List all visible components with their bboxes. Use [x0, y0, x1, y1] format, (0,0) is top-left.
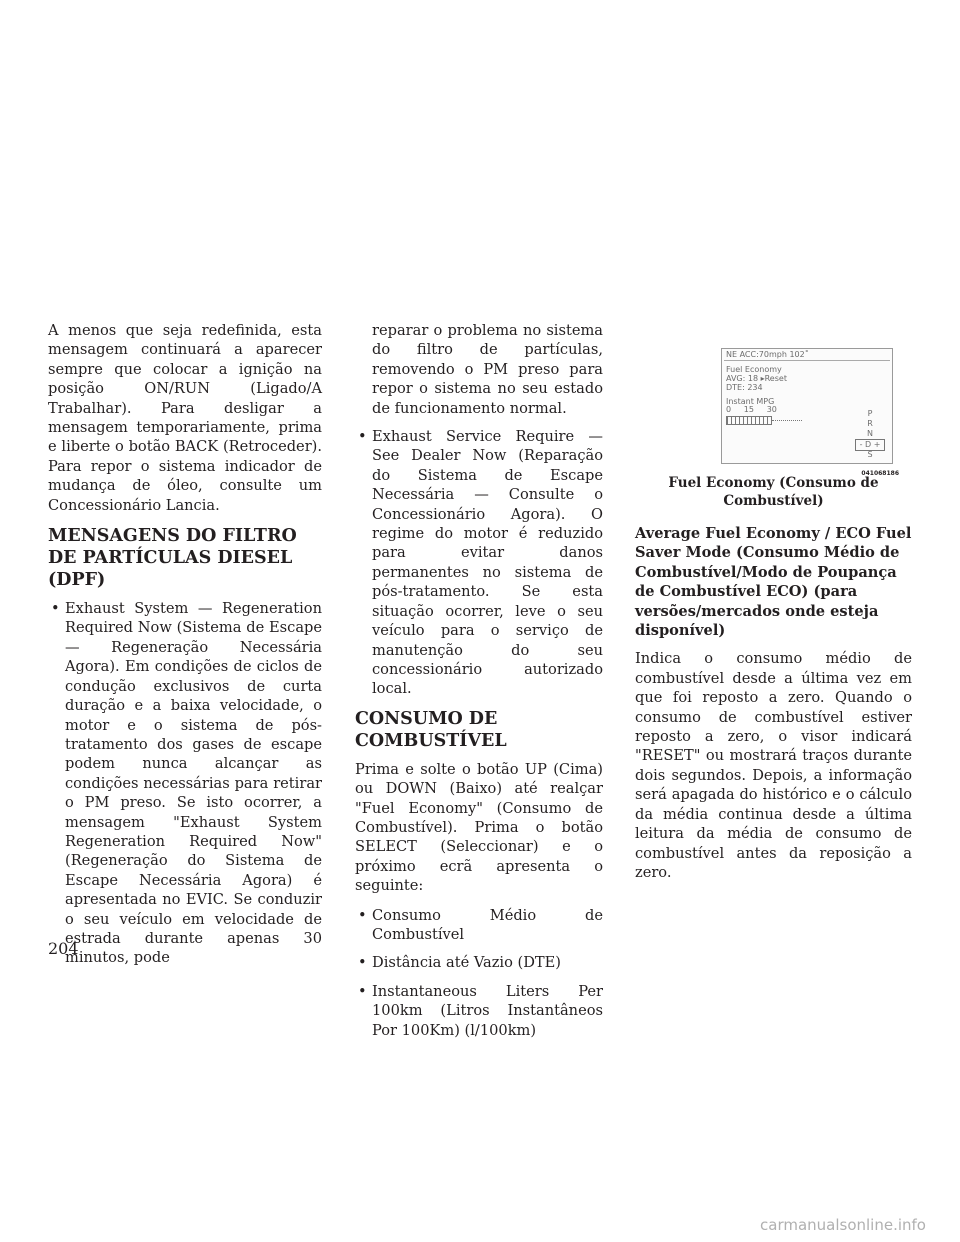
mpg-ticks [772, 415, 802, 421]
column-middle [355, 321, 603, 1049]
intro-paragraph: A menos que seja redefinida, esta mensagem continuará a aparecer sempre que colocar a ignição na posição ON/RUN (Ligado/A Trabalhar). Para desligar a mensagem temporariamente, prima e liberte o botão BACK (Retroceder). Para repor o sistema indicador de mudança de óleo, consulte um Concessionário Lancia. [48, 322, 322, 514]
evic-display [721, 348, 893, 464]
gear-d: - D + [855, 439, 885, 451]
list-item: • Distância até Vazio (DTE) [355, 953, 603, 972]
figure-id: 041068186 [861, 470, 899, 477]
mpg-bar [726, 416, 772, 425]
watermark: carmanualsonline.info [760, 1216, 926, 1234]
gear-p: P [867, 409, 873, 418]
display-scale: 0 15 30 [726, 405, 777, 414]
display-avg: AVG: 18 ▸Reset [726, 374, 787, 383]
page-number: 204 [48, 939, 79, 958]
dpf-heading: MENSAGENS DO FILTRO DE PARTÍCULAS DIESEL (DPF) [48, 526, 297, 591]
avg-fuel-subheading: Average Fuel Economy / ECO Fuel Saver Mode (Consumo Médio de Combustível/Modo de Poupança de Combustível ECO) (para versões/mercados onde esteja disponível) [635, 525, 912, 640]
topbar-text: NE ACC:70mph 102˚ [726, 350, 809, 359]
list-item: • Exhaust System — Regeneration Required Now (Sistema de Escape — Regeneração Necessária Agora). Em condições de ciclos de condução exclusivos de curta duração e a baixa velocidade, o motor e o sistema de pós-tratamento dos gases de escape podem nunca alcançar as condições necessárias para retirar o PM preso. Se isto ocorrer, a mensagem "Exhaust System Regeneration Required Now" (Regeneração do Sistema de Escape Necessária Agora) é apresentada no EVIC. Se conduzir o seu veículo em velocidade de estrada durante apenas 30 minutos, pode [48, 599, 322, 968]
gear-s: S [867, 450, 873, 459]
fuel-economy-figure [721, 348, 899, 477]
figure-caption: Fuel Economy (Consumo de Combustível) [668, 475, 879, 509]
list-item: • Exhaust Service Require — See Dealer Now (Reparação do Sistema de Escape Necessária — Consulte o Concessionário Agora). O regime do motor é reduzido para evitar danos permanentes no sistema de pós-tratamento. Se esta situação ocorrer, leve o seu veículo para o serviço de manutenção do seu concessionário autorizado local. [355, 427, 603, 699]
display-instant-label: Instant MPG [726, 397, 775, 406]
gear-n: N [867, 429, 873, 438]
fuel-items-list [355, 906, 603, 1040]
column-right [635, 345, 912, 892]
display-dte: DTE: 234 [726, 383, 763, 392]
list-item: • Instantaneous Liters Per 100km (Litros Instantâneos Por 100Km) (l/100km) [355, 982, 603, 1040]
display-topbar [724, 350, 890, 361]
display-title: Fuel Economy [726, 365, 782, 374]
column-left [48, 321, 322, 977]
dpf-list-continued [355, 321, 603, 699]
dpf-list [48, 599, 322, 968]
avg-fuel-paragraph: Indica o consumo médio de combustível desde a última vez em que foi reposto a zero. Quando o consumo de combustível estiver reposto a zero, o visor indicará "RESET" ou mostrará traços durante dois segundos. Depois, a informação será apagada do histórico e o cálculo da média continua desde a última leitura da média de consumo de combustível antes da reposição a zero. [635, 650, 912, 881]
fuel-consumption-heading: CONSUMO DE COMBUSTÍVEL [355, 708, 507, 751]
gear-r: R [867, 419, 873, 428]
fuel-paragraph: Prima e solte o botão UP (Cima) ou DOWN (Baixo) até realçar "Fuel Economy" (Consumo de Combustível). Prima o botão SELECT (Seleccionar) e o próximo ecrã apresenta o seguinte: [355, 760, 603, 895]
list-item: reparar o problema no sistema do filtro de partículas, removendo o PM preso para repor o sistema no seu estado de funcionamento normal. [372, 322, 603, 417]
list-item: • Consumo Médio de Combustível [355, 906, 603, 945]
